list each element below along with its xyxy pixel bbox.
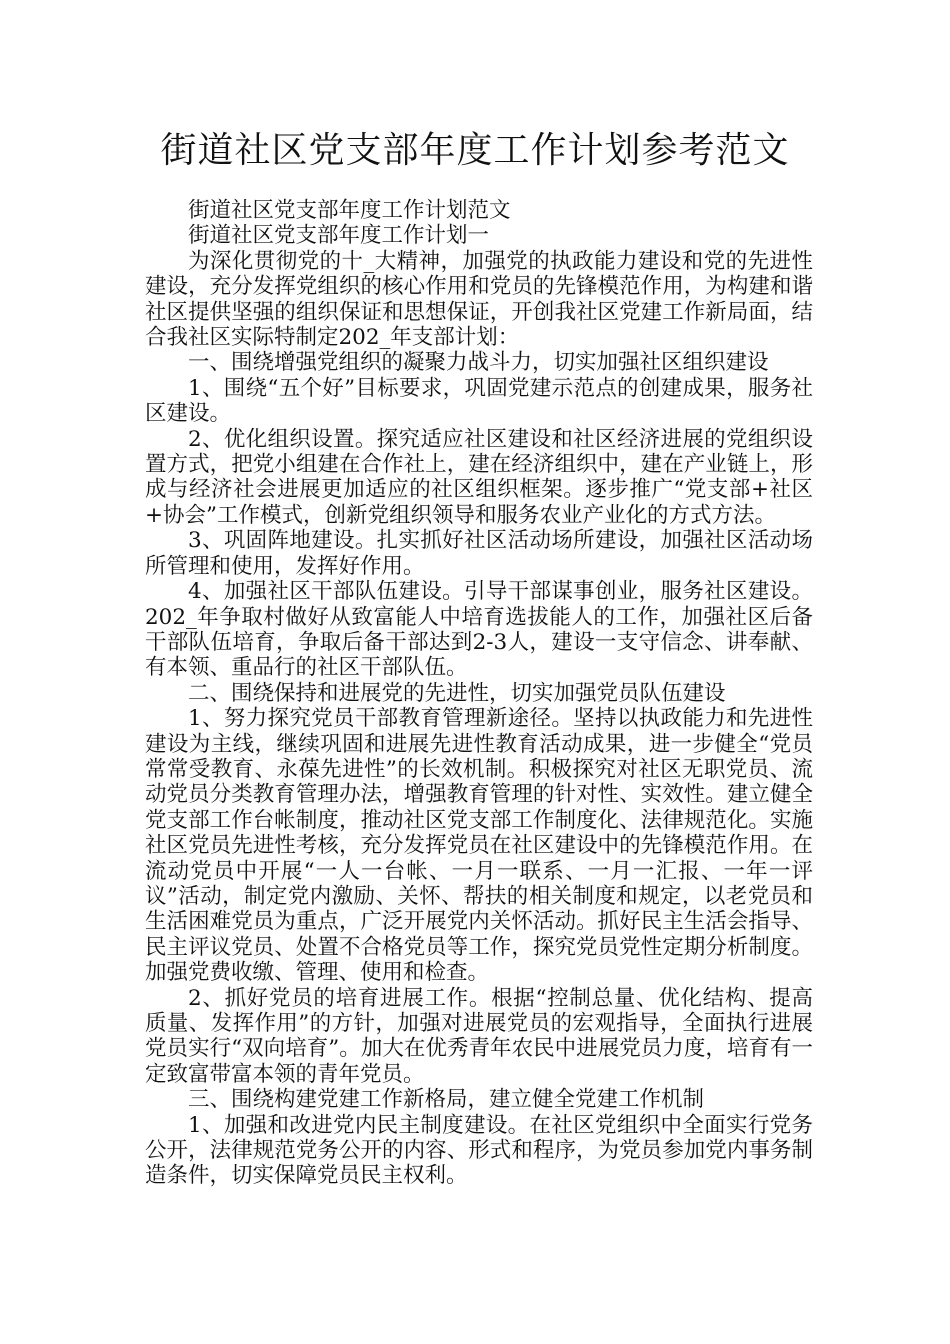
section-heading: 三、围绕构建党建工作新格局，建立健全党建工作机制 xyxy=(188,1087,705,1113)
document-title: 街道社区党支部年度工作计划参考范文 xyxy=(160,130,790,171)
paragraph: 1、加强和改进党内民主制度建设。在社区党组织中全面实行党务公开，法律规范党务公开的内容、形式和程序，为党员参加党内事务制造条件，切实保障党员民主权利。 xyxy=(145,1112,813,1189)
paragraph: 3、巩固阵地建设。扎实抓好社区活动场所建设，加强社区活动场所管理和使用，发挥好作用。 xyxy=(145,528,813,579)
document-body xyxy=(145,198,813,1189)
paragraph: 街道社区党支部年度工作计划范文 xyxy=(188,198,511,223)
paragraph: 4、加强社区干部队伍建设。引导干部谋事创业，服务社区建设。202_年争取村做好从致富能人中培育选拔能人的工作，加强社区后备干部队伍培育，争取后备干部达到2-3人，建设一支守信念、讲奉献、有本领、重品行的社区干部队伍。 xyxy=(145,579,813,681)
paragraph: 1、努力探究党员干部教育管理新途径。坚持以执政能力和先进性建设为主线，继续巩固和进展先进性教育活动成果，进一步健全“党员常常受教育、永葆先进性”的长效机制。积极探究对社区无职党员、流动党员分类教育管理办法，增强教育管理的针对性、实效性。建立健全党支部工作台帐制度，推动社区党支部工作制度化、法律规范化。实施社区党员先进性考核，充分发挥党员在社区建设中的先锋模范作用。在流动党员中开展“一人一台帐、一月一联系、一月一汇报、一年一评议”活动，制定党内激励、关怀、帮扶的相关制度和规定，以老党员和生活困难党员为重点，广泛开展党内关怀活动。抓好民主生活会指导、民主评议党员、处置不合格党员等工作，探究党员党性定期分析制度。加强党费收缴、管理、使用和检查。 xyxy=(145,706,813,986)
paragraph: 2、抓好党员的培育进展工作。根据“控制总量、优化结构、提高质量、发挥作用”的方针，加强对进展党员的宏观指导，全面执行进展党员实行“双向培育”。加大在优秀青年农民中进展党员力度，培育有一定致富带富本领的青年党员。 xyxy=(145,985,813,1087)
paragraph: 1、围绕“五个好”目标要求，巩固党建示范点的创建成果，服务社区建设。 xyxy=(145,375,813,427)
paragraph: 2、优化组织设置。探究适应社区建设和社区经济进展的党组织设置方式，把党小组建在合作社上，建在经济组织中，建在产业链上，形成与经济社会进展更加适应的社区组织框架。逐步推广“党支部+社区+协会”工作模式，创新党组织领导和服务农业产业化的方式方法。 xyxy=(145,426,813,528)
section-heading: 二、围绕保持和进展党的先进性，切实加强党员队伍建设 xyxy=(188,680,726,706)
paragraph: 为深化贯彻党的十_大精神，加强党的执政能力建设和党的先进性建设，充分发挥党组织的核心作用和党员的先锋模范作用，为构建和谐社区提供坚强的组织保证和思想保证，开创我社区党建工作新局面，结合我社区实际特制定202_年支部计划： xyxy=(145,248,813,351)
section-heading: 一、围绕增强党组织的凝聚力战斗力，切实加强社区组织建设 xyxy=(188,350,769,376)
paragraph: 街道社区党支部年度工作计划一 xyxy=(188,223,490,249)
